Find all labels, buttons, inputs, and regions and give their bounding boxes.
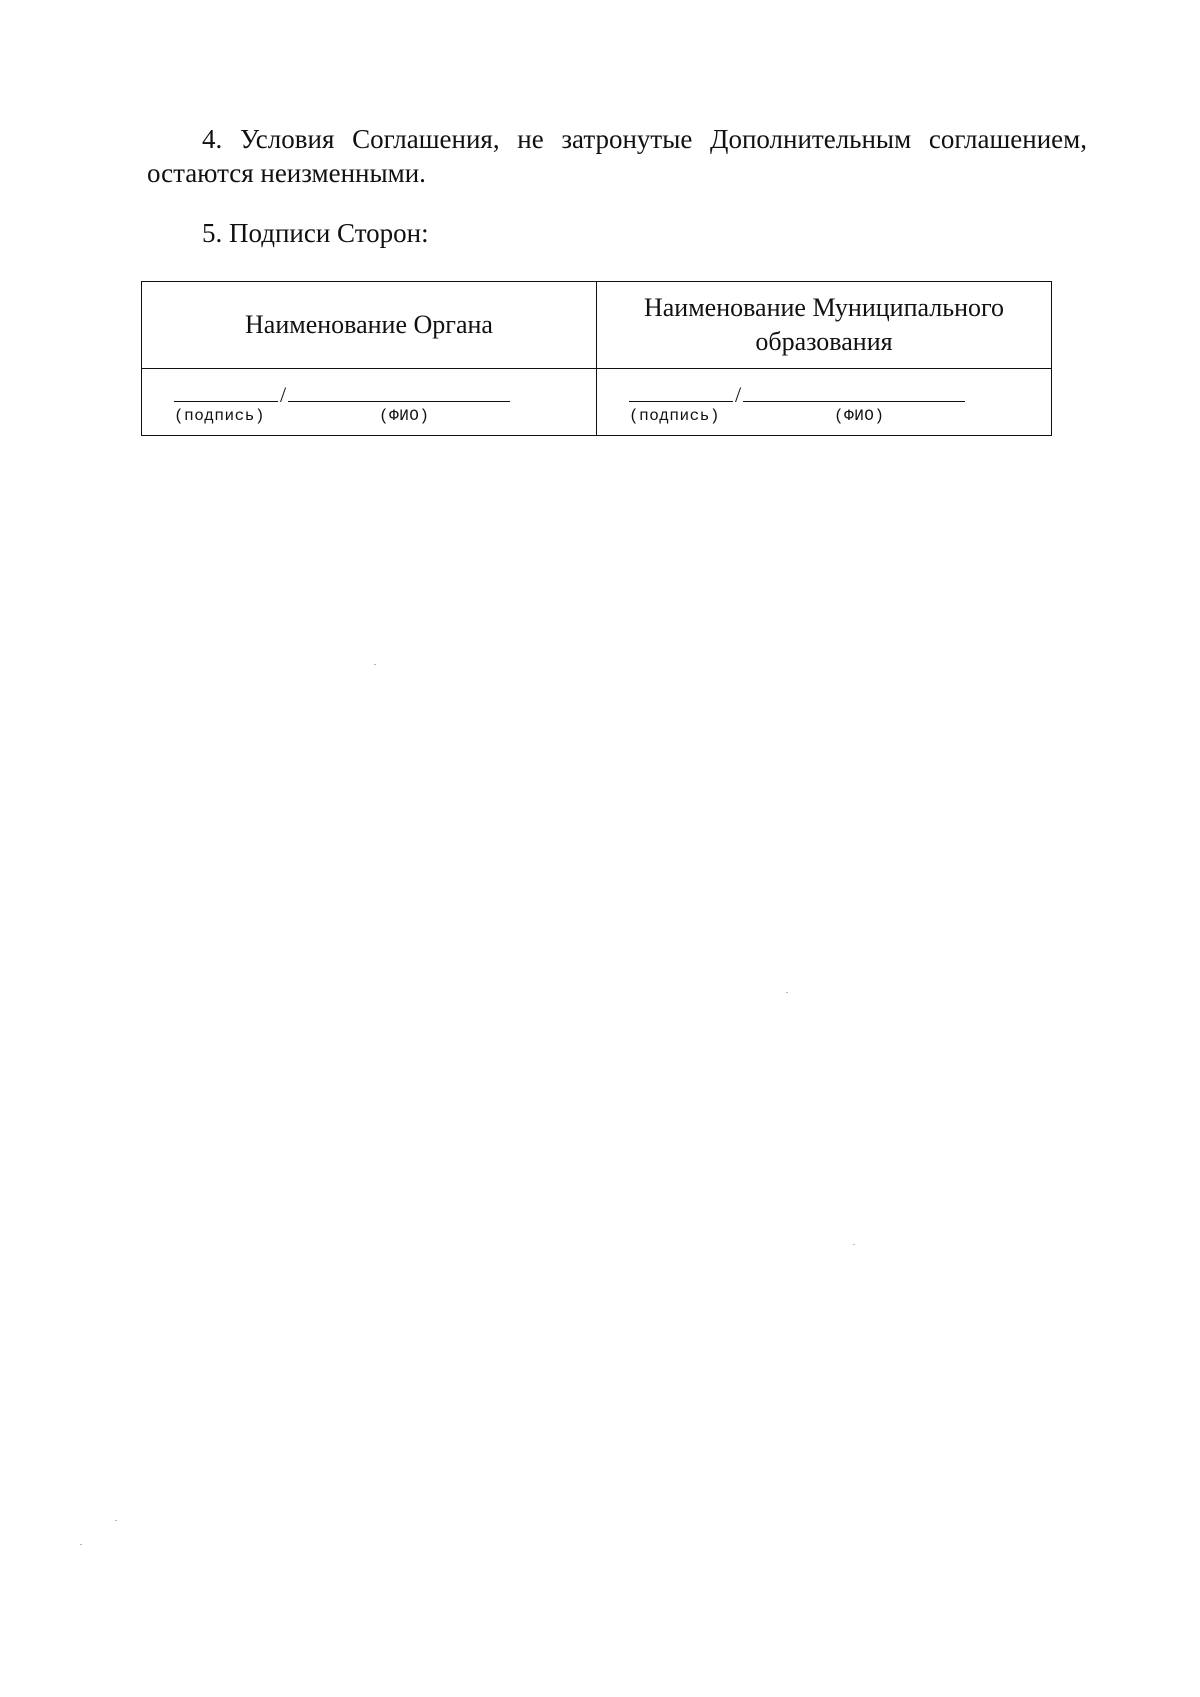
signature-table (141, 281, 1052, 436)
left-name-caption: (ФИО) (379, 407, 430, 425)
left-signature-caption: (подпись) (174, 407, 265, 425)
left-signature-cell (142, 369, 597, 436)
paragraph-5: 5. Подписи Сторон: (202, 218, 429, 248)
left-party-name: Наименование Органа (245, 310, 493, 339)
signature-table-header-row (142, 282, 1052, 369)
right-name-caption: (ФИО) (834, 407, 885, 425)
right-party-name: Наименование Муниципального образования (643, 293, 1005, 356)
scan-speck (80, 1544, 82, 1545)
right-signature-caption: (подпись) (629, 407, 720, 425)
right-signature-blank (629, 381, 733, 402)
left-signature-blank (174, 381, 278, 402)
right-party-header-cell (597, 282, 1052, 369)
scan-speck (786, 992, 788, 993)
left-name-blank (288, 381, 510, 402)
signature-table-sign-row (142, 369, 1052, 436)
left-party-header-cell (142, 282, 597, 369)
right-slash: / (735, 382, 742, 407)
scan-speck (115, 1520, 117, 1521)
left-slash: / (280, 382, 287, 407)
paragraph-4: 4. Условия Соглашения, не затронутые Дополнительным соглашением, остаются неизменными. (147, 124, 1087, 188)
right-signature-cell (597, 369, 1052, 436)
scan-speck (853, 1244, 855, 1245)
left-signature-line (174, 381, 510, 407)
right-name-blank (743, 381, 965, 402)
right-signature-line (629, 381, 965, 407)
scan-speck (374, 664, 376, 665)
